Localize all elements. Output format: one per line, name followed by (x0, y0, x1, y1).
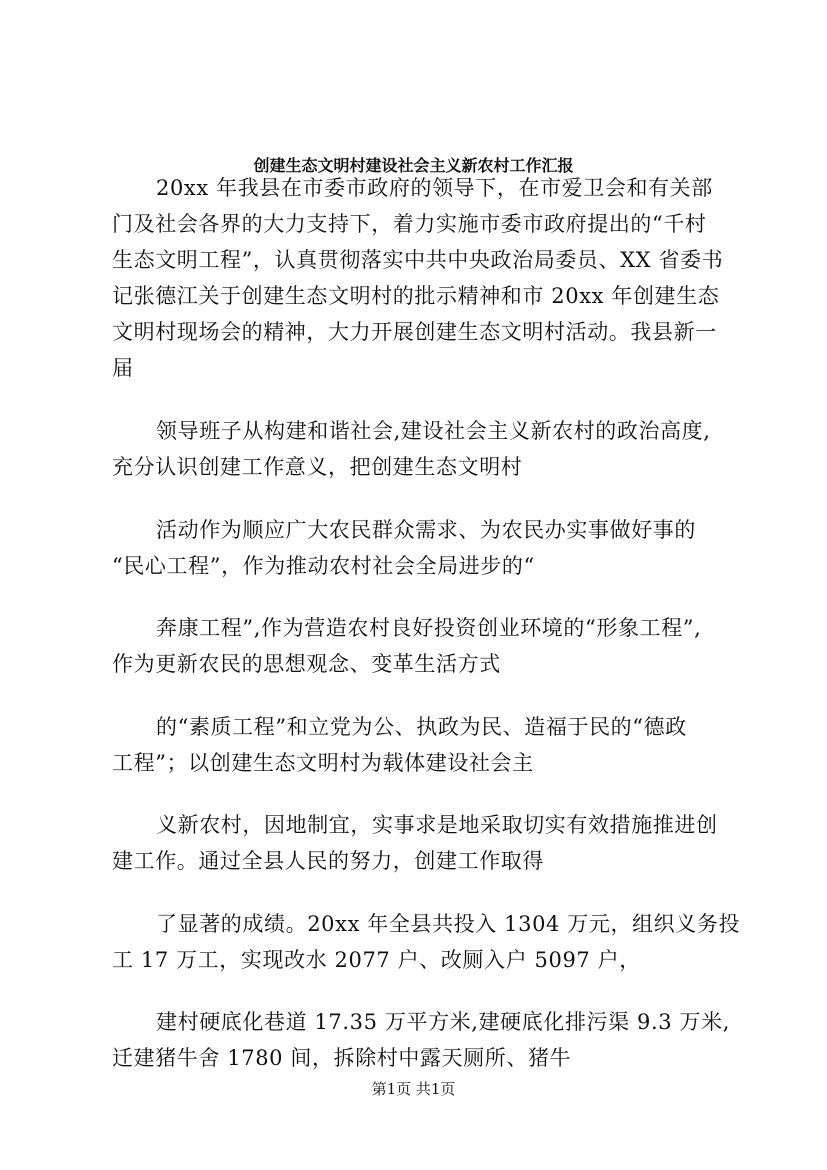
text-line: 了显著的成绩。20xx 年全县共投入 1304 万元，组织义务投 (156, 912, 741, 936)
text-line: “民心工程”，作为推动农村社会全局进步的“ (112, 554, 535, 578)
page-number-footer: 第1页 共1页 (371, 1080, 456, 1098)
text-line: 文明村现场会的精神，大力开展创建生态文明村活动。我县新一 (112, 320, 717, 344)
text-line: 建村硬底化巷道 17.35 万平方米,建硬底化排污渠 9.3 万米, (156, 1010, 730, 1034)
text-line: 活动作为顺应广大农民群众需求、为农民办实事做好事的 (156, 518, 696, 542)
text-line: 奔康工程”,作为营造农村良好投资创业环境的“形象工程”, (156, 616, 702, 640)
text-line: 记张德江关于创建生态文明村的批示精神和市 20xx 年创建生态 (112, 284, 720, 308)
text-line: 生态文明工程”，认真贯彻落实中共中央政治局委员、XX 省委书 (112, 248, 724, 272)
text-line: 建工作。通过全县人民的努力，创建工作取得 (112, 849, 544, 873)
text-line: 的“素质工程”和立党为公、执政为民、造福于民的“德政 (156, 715, 687, 739)
text-line: 工程”；以创建生态文明村为载体建设社会主 (112, 751, 534, 775)
text-line: 届 (112, 356, 134, 380)
text-line: 工 17 万工，实现改水 2077 户、改厕入户 5097 户， (112, 948, 641, 972)
text-line: 充分认识创建工作意义，把创建生态文明村 (112, 455, 523, 479)
document-title: 创建生态文明村建设社会主义新农村工作汇报 (253, 156, 574, 175)
text-line: 20xx 年我县在市委市政府的领导下，在市爱卫会和有关部 (156, 176, 713, 200)
text-line: 义新农村，因地制宜，实事求是地采取切实有效措施推进创 (156, 813, 718, 837)
text-line: 迁建猪牛舍 1780 间，拆除村中露天厕所、猪牛 (112, 1046, 572, 1070)
text-line: 门及社会各界的大力支持下，着力实施市委市政府提出的“千村 (112, 212, 707, 236)
text-line: 领导班子从构建和谐社会,建设社会主义新农村的政治高度, (156, 419, 711, 443)
text-line: 作为更新农民的思想观念、变革生活方式 (112, 652, 501, 676)
